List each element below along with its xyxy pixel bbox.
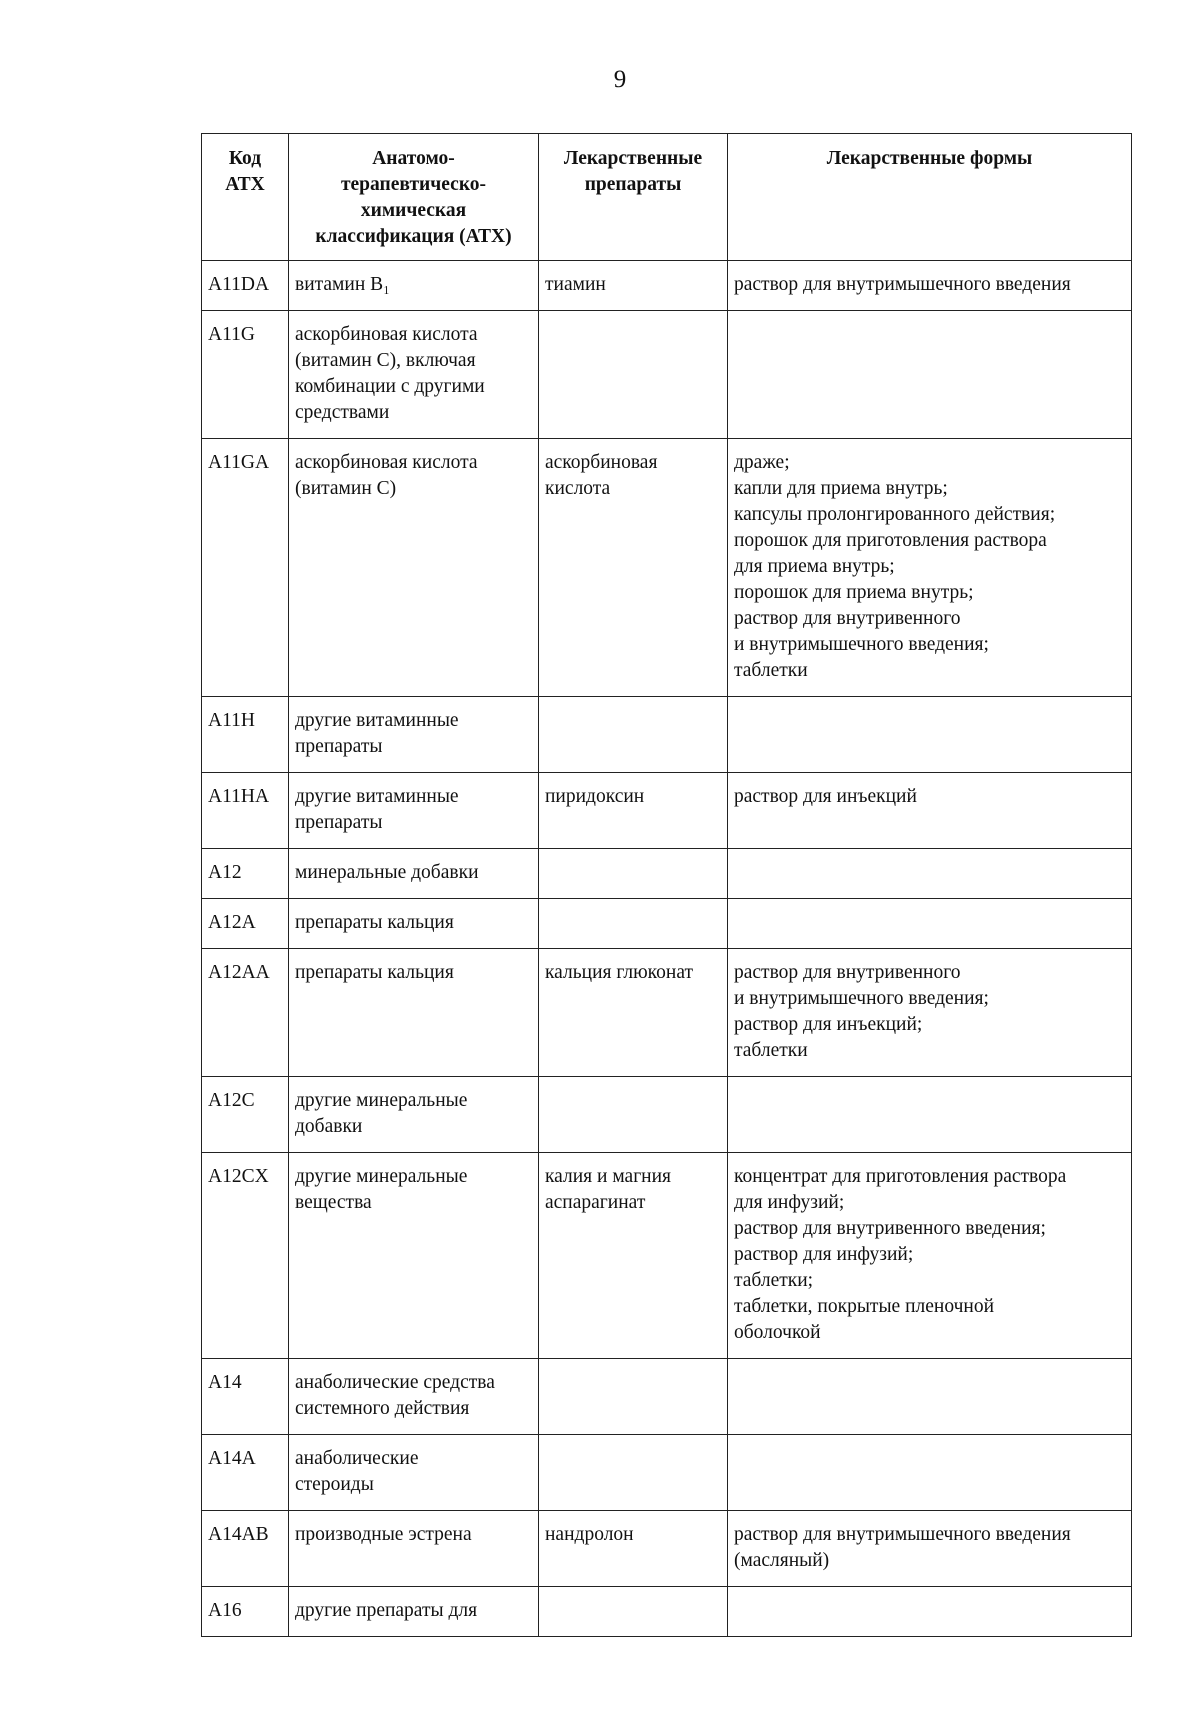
atc-code-cell: A11H: [202, 697, 289, 773]
drug-name-cell: пиридоксин: [539, 773, 728, 849]
drug-name-cell: [539, 849, 728, 899]
page-number: 9: [613, 66, 627, 93]
atc-code-cell: A14AB: [202, 1511, 289, 1587]
drug-name-cell: [539, 1435, 728, 1511]
classification-cell: другие минеральные вещества: [289, 1153, 539, 1359]
atc-code-cell: A16: [202, 1587, 289, 1637]
dosage-forms-cell: [728, 1359, 1132, 1435]
table-row: [202, 849, 1132, 899]
dosage-forms-cell: [728, 1077, 1132, 1153]
header-forms: Лекарственные формы: [728, 134, 1132, 261]
classification-cell: анаболические средства системного действия: [289, 1359, 539, 1435]
table-row: [202, 1435, 1132, 1511]
drug-name-cell: [539, 311, 728, 439]
dosage-forms-cell: [728, 899, 1132, 949]
atc-code-cell: A11HA: [202, 773, 289, 849]
atc-code-cell: A12: [202, 849, 289, 899]
drug-name-cell: [539, 1359, 728, 1435]
atc-code-cell: A14A: [202, 1435, 289, 1511]
table-row: [202, 261, 1132, 311]
classification-cell: производные эстрена: [289, 1511, 539, 1587]
atc-code-cell: A11G: [202, 311, 289, 439]
header-drugs: Лекарственные препараты: [539, 134, 728, 261]
classification-cell: другие витаминные препараты: [289, 773, 539, 849]
table-row: [202, 1511, 1132, 1587]
classification-cell: анаболические стероиды: [289, 1435, 539, 1511]
dosage-forms-cell: [728, 1587, 1132, 1637]
classification-cell: другие витаминные препараты: [289, 697, 539, 773]
table-row: [202, 773, 1132, 849]
classification-cell: аскорбиновая кислота (витамин С): [289, 439, 539, 697]
dosage-forms-cell: раствор для внутримышечного введения: [728, 261, 1132, 311]
classification-cell: минеральные добавки: [289, 849, 539, 899]
drug-name-cell: аскорбиновая кислота: [539, 439, 728, 697]
drug-name-cell: калия и магния аспарагинат: [539, 1153, 728, 1359]
table-row: [202, 899, 1132, 949]
atc-code-cell: A11DA: [202, 261, 289, 311]
table-row: [202, 697, 1132, 773]
atc-code-cell: A11GA: [202, 439, 289, 697]
header-classification: Анатомо- терапевтическо- химическая классификация (АТХ): [289, 134, 539, 261]
dosage-forms-cell: драже; капли для приема внутрь; капсулы пролонгированного действия; порошок для приготовления раствора для приема внутрь; порошок для приема внутрь; раствор для внутривенного и внутримышечного введения; таблетки: [728, 439, 1132, 697]
classification-cell: другие препараты для: [289, 1587, 539, 1637]
table-row: [202, 311, 1132, 439]
drug-name-cell: [539, 1077, 728, 1153]
table-row: [202, 1077, 1132, 1153]
classification-cell: другие минеральные добавки: [289, 1077, 539, 1153]
drug-name-cell: [539, 697, 728, 773]
dosage-forms-cell: [728, 1435, 1132, 1511]
drug-name-cell: [539, 899, 728, 949]
header-code: Код АТХ: [202, 134, 289, 261]
dosage-forms-cell: раствор для инъекций: [728, 773, 1132, 849]
table-header-row: [202, 134, 1132, 261]
table-row: [202, 439, 1132, 697]
dosage-forms-cell: [728, 697, 1132, 773]
table-row: [202, 1359, 1132, 1435]
atc-code-cell: A12A: [202, 899, 289, 949]
atc-code-cell: A12C: [202, 1077, 289, 1153]
dosage-forms-cell: [728, 849, 1132, 899]
dosage-forms-cell: концентрат для приготовления раствора для инфузий; раствор для внутривенного введения; раствор для инфузий; таблетки; таблетки, покрытые пленочной оболочкой: [728, 1153, 1132, 1359]
atc-classification-table: [201, 133, 1132, 1637]
table-row: [202, 1153, 1132, 1359]
drug-name-cell: кальция глюконат: [539, 949, 728, 1077]
table-row: [202, 1587, 1132, 1637]
drug-name-cell: нандролон: [539, 1511, 728, 1587]
table-row: [202, 949, 1132, 1077]
classification-cell: препараты кальция: [289, 899, 539, 949]
classification-cell: витамин B₁: [289, 261, 539, 311]
table-body: [202, 261, 1132, 1637]
dosage-forms-cell: [728, 311, 1132, 439]
classification-cell: аскорбиновая кислота (витамин С), включая комбинации с другими средствами: [289, 311, 539, 439]
drug-name-cell: тиамин: [539, 261, 728, 311]
atc-code-cell: A14: [202, 1359, 289, 1435]
drug-name-cell: [539, 1587, 728, 1637]
classification-cell: препараты кальция: [289, 949, 539, 1077]
atc-code-cell: A12CX: [202, 1153, 289, 1359]
dosage-forms-cell: раствор для внутривенного и внутримышечного введения; раствор для инъекций; таблетки: [728, 949, 1132, 1077]
dosage-forms-cell: раствор для внутримышечного введения (масляный): [728, 1511, 1132, 1587]
atc-code-cell: A12AA: [202, 949, 289, 1077]
